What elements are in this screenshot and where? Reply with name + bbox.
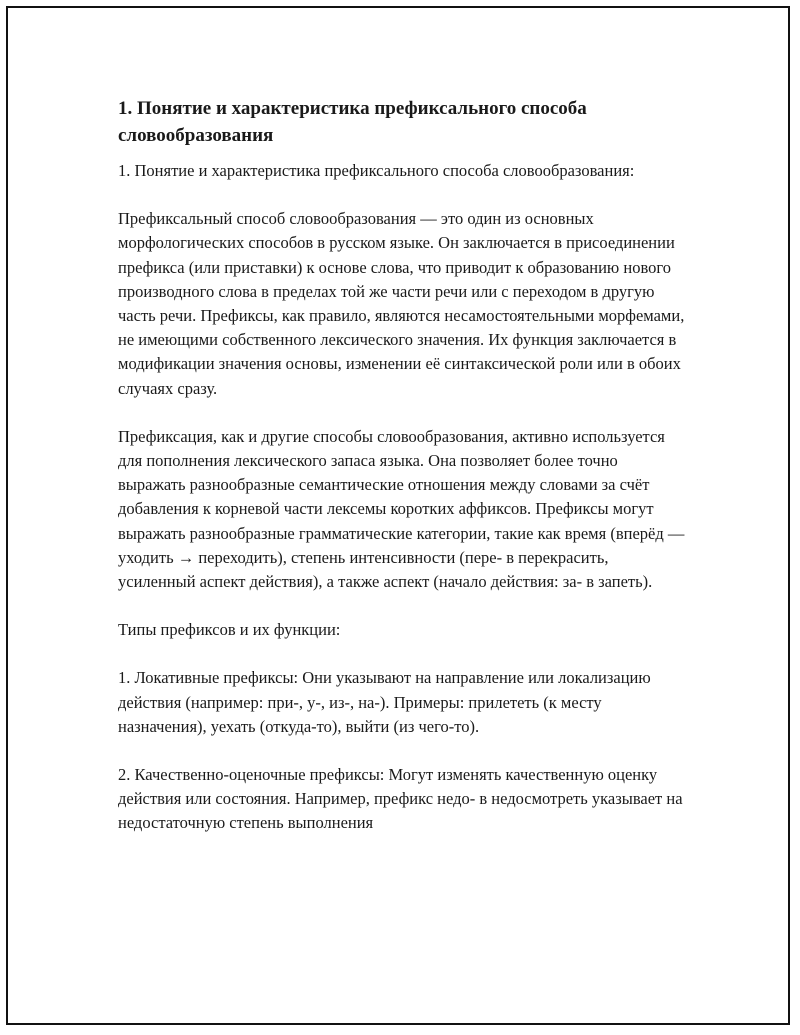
paragraph-definition: Префиксальный способ словообразования — это один из основных морфологических способов в русском языке. Он заключается в присоединении префикса (или приставки) к основе слова, что приводит к образованию нового производного слова в пределах той же части речи или с переходом в другую часть речи. Префиксы, как правило, являются несамостоятельными морфемами, не имеющими собственного лексического значения. Их функция заключается в модификации значения основы, изменении её синтаксической роли или в обоих случаях сразу. (118, 209, 685, 398)
paragraph-usage: Префиксация, как и другие способы словообразования, активно используется для пополнения лексического запаса языка. Она позволяет более точно выражать разнообразные семантические отношения между словами за счёт добавления к корневой части лексемы коротких аффиксов. Префиксы могут выражать разнообразные грамматические категории, такие как время (вперёд — уходить → переходить), степень интенсивности (пере- в перекрасить, усиленный аспект действия), а также аспект (начало действия: за- в запеть). (118, 426, 685, 592)
paragraph-locative-prefixes: 1. Локативные префиксы: Они указывают на направление или локализацию действия (например: при-, у-, из-, на-). Примеры: прилететь (к месту назначения), уехать (откуда-то), выйти (из чего-то). (118, 668, 651, 736)
paragraph-evaluative-prefixes: 2. Качественно-оценочные префиксы: Могут изменять качественную оценку действия или состояния. Например, префикс недо- в недосмотреть указывает на недостаточную степень выполнения (118, 765, 683, 833)
document-heading: 1. Понятие и характеристика префиксального способа словообразования (118, 98, 587, 146)
document-body (118, 95, 688, 836)
paragraph-subheading: 1. Понятие и характеристика префиксального способа словообразования: (118, 161, 635, 180)
paragraph-types-heading: Типы префиксов и их функции: (118, 620, 341, 640)
